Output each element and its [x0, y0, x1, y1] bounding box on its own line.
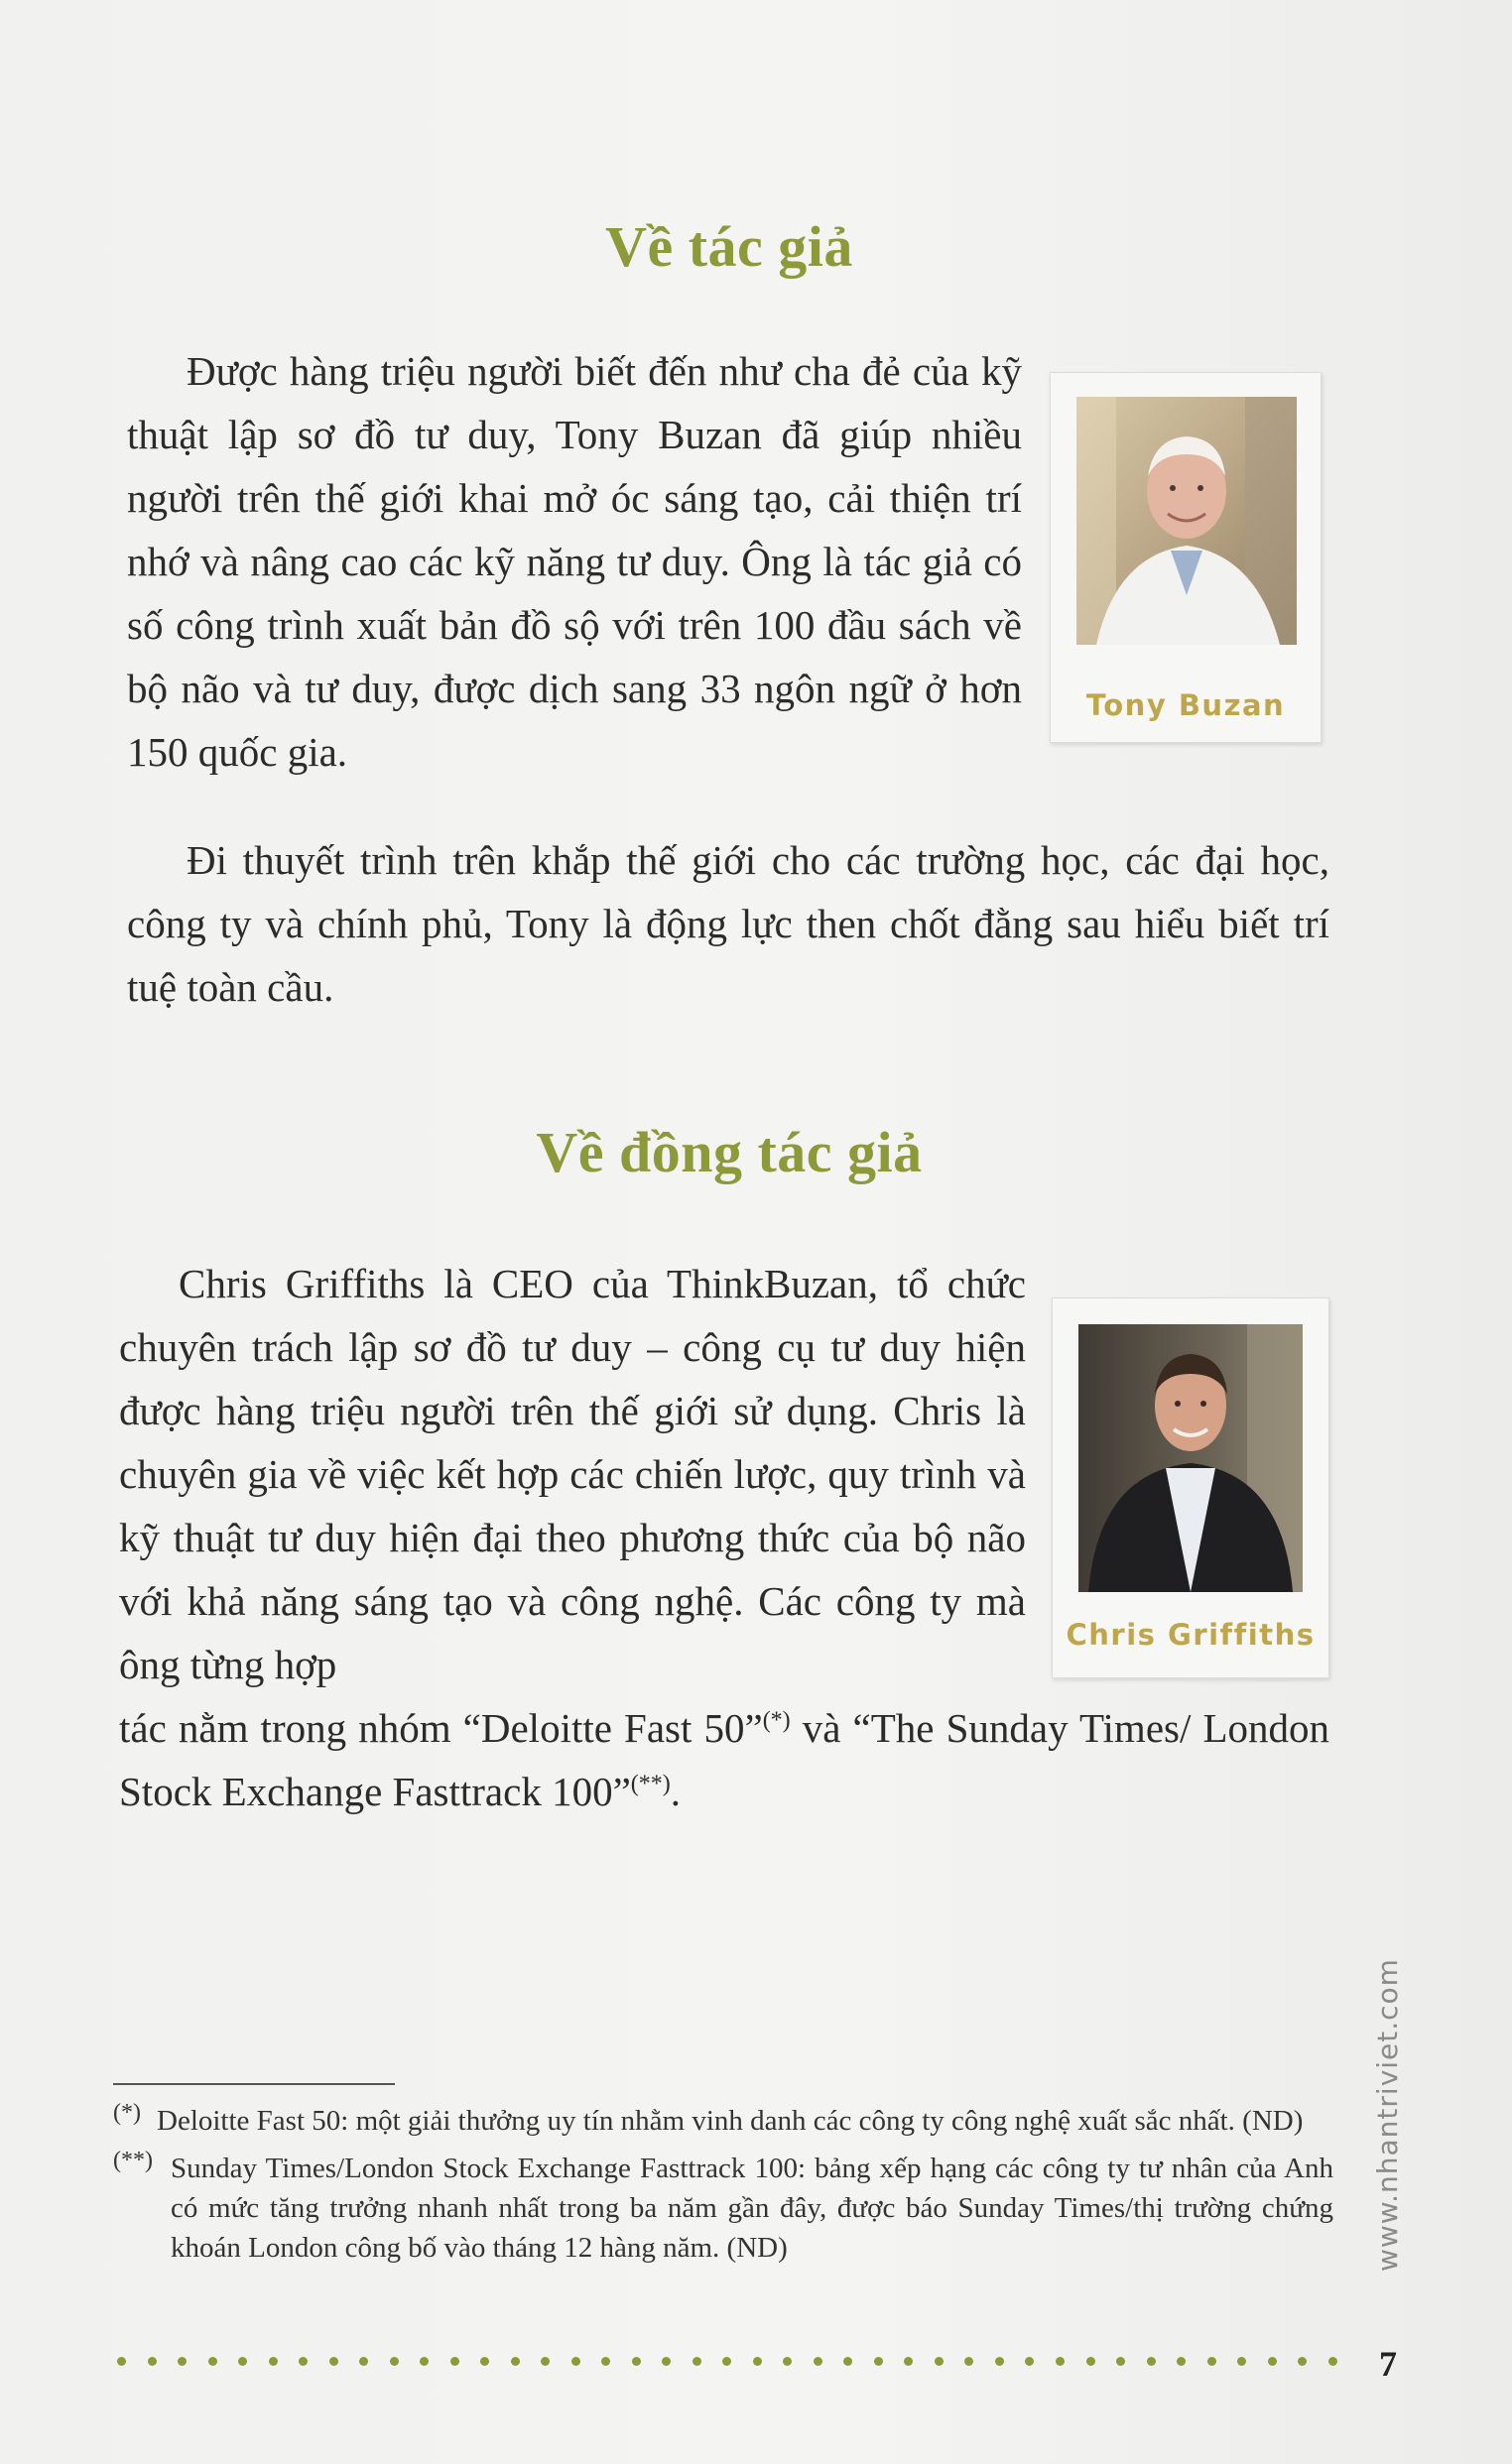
coauthor-paragraph: [119, 1252, 1330, 1823]
author-paragraph-1: Được hàng triệu người biết đến như cha đẻ của kỹ thuật lập sơ đồ tư duy, Tony Buzan đã giúp nhiều người trên thế giới khai mở óc sáng tạo, cải thiện trí nhớ và nâng cao các kỹ năng tư duy. Ông là tác giả có số công trình xuất bản đồ sộ với trên 100 đầu sách về bộ não và tư duy, được dịch sang 33 ngôn ngữ ở hơn 150 quốc gia.: [127, 348, 1022, 775]
coauthor-tail-c: .: [670, 1769, 681, 1814]
rule-dot: [783, 2357, 792, 2366]
coauthor-tail-a: tác nằm trong nhóm “Deloitte Fast 50”: [119, 1705, 763, 1751]
footnote-1: [113, 2101, 1333, 2141]
rule-dot: [329, 2357, 338, 2366]
rule-dot: [1298, 2357, 1307, 2366]
rule-dot: [148, 2357, 157, 2366]
rule-dot: [420, 2357, 429, 2366]
rule-dot: [359, 2357, 368, 2366]
rule-dot: [964, 2357, 973, 2366]
coauthor-photo: [1078, 1324, 1303, 1592]
footnote-2-mark: (**): [113, 2148, 153, 2173]
rule-dot: [178, 2357, 187, 2366]
footnote-ref-1: (*): [762, 1707, 791, 1734]
rule-dot: [814, 2357, 822, 2366]
coauthor-paragraph-tail: [119, 1696, 1329, 1823]
rule-dot: [390, 2357, 399, 2366]
author-heading: Về tác giả: [605, 214, 853, 279]
rule-dot: [1147, 2357, 1156, 2366]
author-paragraph-2: Đi thuyết trình trên khắp thế giới cho các trường học, các đại học, công ty và chính phủ, Tony là động lực then chốt đằng sau hiểu biết trí tuệ toàn cầu.: [127, 837, 1329, 1010]
rule-dot: [480, 2357, 489, 2366]
rule-dot: [269, 2357, 278, 2366]
rule-dot: [693, 2357, 701, 2366]
coauthor-paragraph-main: Chris Griffiths là CEO của ThinkBuzan, tổ chức chuyên trách lập sơ đồ tư duy – công cụ tư duy hiện được hàng triệu người trên thế giới sử dụng. Chris là chuyên gia về việc kết hợp các chiến lược, quy trình và kỹ thuật tư duy hiện đại theo phương thức của bộ não với khả năng sáng tạo và công nghệ. Các công ty mà ông từng hợp: [119, 1261, 1026, 1687]
rule-dot: [753, 2357, 762, 2366]
rule-dot: [117, 2357, 126, 2366]
rule-dot: [541, 2357, 550, 2366]
dotted-rule: [117, 2357, 1337, 2371]
footnote-2-text: Sunday Times/London Stock Exchange Fasttrack 100: bảng xếp hạng các công ty tư nhân của Anh có mức tăng trưởng nhanh nhất trong ba năm gần đây, được báo Sunday Times/thị trường chứng khoán London công bố vào tháng 12 hàng năm. (ND): [171, 2153, 1333, 2264]
rule-dot: [722, 2357, 731, 2366]
rule-dot: [299, 2357, 308, 2366]
rule-dot: [662, 2357, 671, 2366]
rule-dot: [1268, 2357, 1277, 2366]
rule-dot: [601, 2357, 610, 2366]
rule-dot: [995, 2357, 1004, 2366]
rule-dot: [1328, 2357, 1337, 2366]
footnote-2: [113, 2149, 1333, 2268]
rule-dot: [843, 2357, 852, 2366]
footnote-divider: [113, 2083, 395, 2085]
publisher-url: www.nhantriviet.com: [1371, 1958, 1404, 2272]
page-number: 7: [1379, 2344, 1397, 2384]
author-photo-caption: Tony Buzan: [1085, 688, 1286, 722]
footnote-1-text: Deloitte Fast 50: một giải thưởng uy tín nhằm vinh danh các công ty công nghệ xuất sắc nhất. (ND): [157, 2105, 1304, 2137]
rule-dot: [874, 2357, 883, 2366]
rule-dot: [1177, 2357, 1186, 2366]
coauthor-tail-b: và “The Sunday Times/ London Stock Exchange Fasttrack 100”: [119, 1705, 1330, 1814]
rule-dot: [208, 2357, 217, 2366]
rule-dot: [1116, 2357, 1125, 2366]
footnote-1-mark: (*): [113, 2100, 141, 2126]
rule-dot: [238, 2357, 247, 2366]
rule-dot: [511, 2357, 520, 2366]
rule-dot: [571, 2357, 580, 2366]
coauthor-heading: Về đồng tác giả: [536, 1120, 923, 1184]
rule-dot: [1207, 2357, 1216, 2366]
rule-dot: [1025, 2357, 1034, 2366]
rule-dot: [632, 2357, 641, 2366]
rule-dot: [935, 2357, 944, 2366]
footnote-ref-2: (**): [630, 1771, 671, 1797]
rule-dot: [904, 2357, 913, 2366]
author-photo: [1076, 397, 1297, 645]
coauthor-photo-caption: Chris Griffiths: [1066, 1618, 1316, 1652]
rule-dot: [1056, 2357, 1065, 2366]
author-photo-card: [1050, 372, 1322, 743]
rule-dot: [1237, 2357, 1246, 2366]
rule-dot: [1086, 2357, 1095, 2366]
rule-dot: [450, 2357, 459, 2366]
coauthor-photo-card: [1052, 1297, 1329, 1678]
